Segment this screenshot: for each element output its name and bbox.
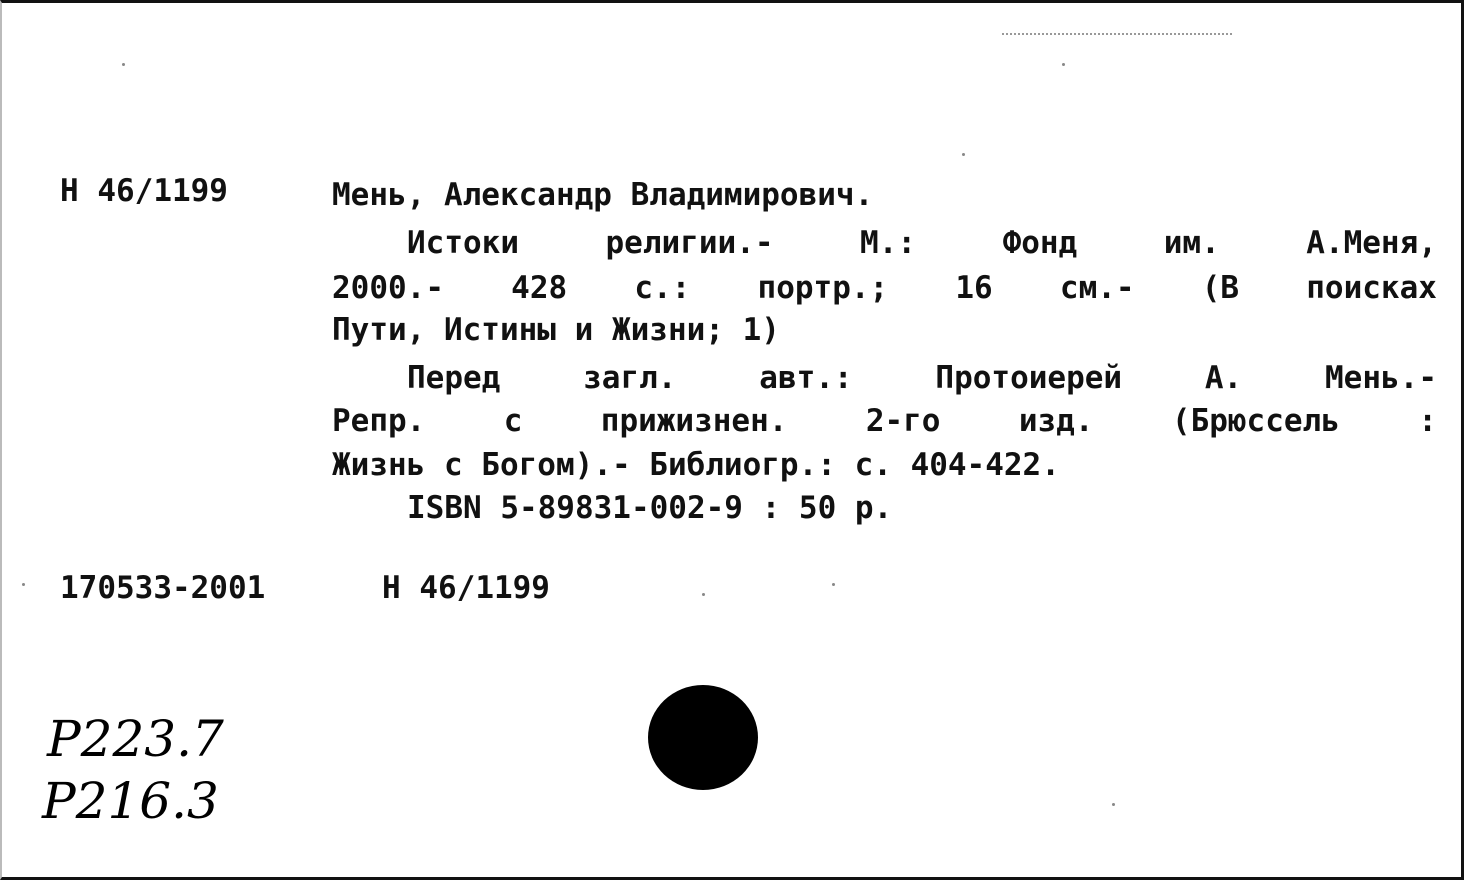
scan-speck: [1112, 803, 1115, 806]
imprint-word: см.-: [1059, 270, 1135, 306]
note-word: загл.: [583, 360, 677, 396]
scan-speck: [702, 593, 705, 596]
punch-hole: [648, 685, 758, 790]
scan-speck: [22, 583, 25, 586]
note-word: Репр.: [332, 403, 426, 439]
note-word: А.: [1204, 360, 1243, 396]
imprint-word: (В: [1201, 270, 1240, 306]
imprint-word: поисках: [1306, 270, 1437, 306]
note-word: прижизнен.: [600, 403, 788, 439]
imprint-line: [332, 268, 1437, 308]
title-line: [407, 223, 1437, 263]
title-word: А.Меня,: [1306, 225, 1437, 261]
imprint-word: 16: [955, 270, 993, 306]
note-word: авт.:: [759, 360, 853, 396]
note-word: изд.: [1018, 403, 1094, 439]
title-word: Фонд: [1002, 225, 1078, 261]
top-dotted-line: [1002, 33, 1232, 35]
scan-speck: [962, 153, 965, 156]
note-line-2: [332, 401, 1437, 441]
scan-speck: [122, 63, 125, 66]
note-word: Мень.-: [1325, 360, 1437, 396]
scan-speck: [1062, 63, 1065, 66]
isbn-line: ISBN 5-89831-002-9 : 50 р.: [407, 490, 893, 526]
author-heading: Мень, Александр Владимирович.: [332, 177, 874, 213]
call-number-repeat: Н 46/1199: [382, 570, 550, 606]
title-word: Истоки: [407, 225, 519, 261]
note-word: с: [503, 403, 523, 439]
imprint-word: 2000.-: [332, 270, 444, 306]
scan-speck: [832, 583, 835, 586]
note-line-1: [407, 358, 1437, 398]
title-word: им.: [1163, 225, 1220, 261]
note-word: 2-го: [865, 403, 941, 439]
title-word: М.:: [860, 225, 917, 261]
handwritten-classification-2: Р216.3: [42, 772, 219, 830]
accession-number: 170533-2001: [60, 570, 266, 606]
note-word: Перед: [407, 360, 501, 396]
handwritten-classification-1: Р223.7: [47, 710, 224, 768]
note-line-3: Жизнь с Богом).- Библиогр.: с. 404-422.: [332, 447, 1060, 483]
series-line: Пути, Истины и Жизни; 1): [332, 312, 780, 348]
imprint-word: с.:: [634, 270, 691, 306]
imprint-word: портр.;: [757, 270, 889, 306]
imprint-word: 428: [511, 270, 568, 306]
title-word: религии.-: [605, 225, 774, 261]
note-word: Протоиерей: [935, 360, 1123, 396]
call-number: Н 46/1199: [60, 173, 228, 209]
note-word: (Брюссель: [1171, 403, 1340, 439]
note-word: :: [1418, 403, 1437, 439]
